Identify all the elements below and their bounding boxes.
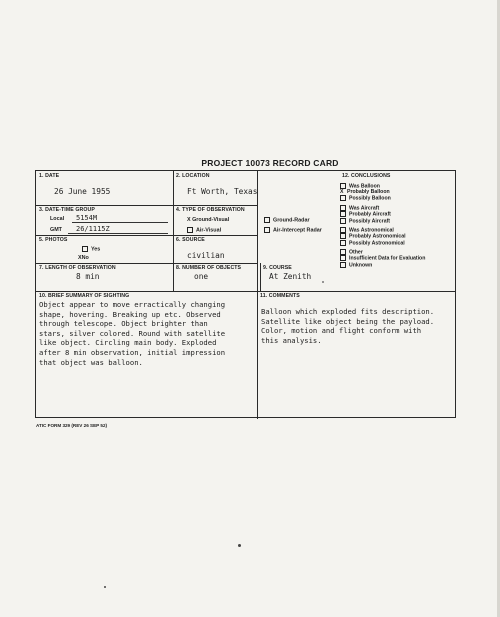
course-value: At Zenith xyxy=(269,272,312,281)
conclusion-probably-balloon: X Probably Balloon xyxy=(340,189,390,196)
scan-speck xyxy=(322,281,324,283)
conclusion-possibly-astronomical: Possibly Astronomical xyxy=(340,240,456,246)
conclusions-list xyxy=(340,183,456,268)
summary-text: Object appear to move erractically changing shape, hovering. Breaking up etc. Observed through telescope. Object brighter than stars, silver colored. Round with satellite like object. Circling main body. Exploded after 8 min observation, initial impression that object was balloon. xyxy=(39,300,226,367)
ground-visual-option xyxy=(187,217,229,223)
conclusion-was-balloon: Was Balloon xyxy=(340,183,456,189)
length-label: 7. LENGTH OF OBSERVATION xyxy=(39,265,116,271)
air-intercept-label: Air-Intercept Radar xyxy=(273,227,322,234)
summary-label: 10. BRIEF SUMMARY OF SIGHTING xyxy=(39,293,130,299)
location-value: Ft Worth, Texas xyxy=(187,187,258,196)
record-card xyxy=(35,170,456,418)
conclusion-possibly-balloon: Possibly Balloon xyxy=(340,195,456,201)
card-title: PROJECT 10073 RECORD CARD xyxy=(201,158,339,168)
air-intercept-option xyxy=(264,227,322,233)
air-visual-option xyxy=(187,227,221,233)
ground-visual-label: Ground-Visual xyxy=(192,217,230,223)
dtg-gmt-line xyxy=(68,233,168,234)
comments-text: Balloon which exploded fits description. Satellite like object being the payload. Color, motion and flight conform with this analysis. xyxy=(261,307,435,345)
ground-visual-mark: X xyxy=(187,217,191,223)
photos-yes-option xyxy=(82,246,100,252)
conclusion-insufficient-data: Insufficient Data for Evaluation xyxy=(340,255,456,261)
num-objects-label: 8. NUMBER OF OBJECTS xyxy=(176,265,242,271)
conclusion-other: Other xyxy=(340,249,456,255)
photos-no-mark: X xyxy=(78,255,82,261)
location-label: 2. LOCATION xyxy=(176,173,210,179)
photos-label: 5. PHOTOS xyxy=(39,237,68,243)
dtg-local-line xyxy=(72,222,168,223)
photos-yes-checkbox xyxy=(82,246,88,252)
conclusion-was-aircraft: Was Aircraft xyxy=(340,205,456,211)
length-value: 8 min xyxy=(76,272,100,281)
dtg-local-value: 5154M xyxy=(76,214,98,222)
scan-speck xyxy=(104,586,106,588)
date-value: 26 June 1955 xyxy=(54,187,111,196)
photos-no-label: No xyxy=(81,255,89,261)
scan-speck xyxy=(238,544,241,547)
conclusion-probably-astronomical: Probably Astronomical xyxy=(340,233,456,239)
comments-label: 11. COMMENTS xyxy=(260,293,300,299)
conclusions-label: 12. CONCLUSIONS xyxy=(342,173,391,179)
ground-radar-label: Ground-Radar xyxy=(273,217,310,224)
conclusion-unknown: Unknown xyxy=(340,262,456,268)
form-number: ATIC FORM 329 (REV 26 SEP 52) xyxy=(36,423,108,428)
type-obs-label: 4. TYPE OF OBSERVATION xyxy=(176,207,245,213)
air-visual-checkbox xyxy=(187,227,193,233)
dtg-label: 3. DATE-TIME GROUP xyxy=(39,207,95,213)
photos-yes-label: Yes xyxy=(91,246,101,253)
date-label: 1. DATE xyxy=(39,173,60,179)
conclusion-checked-mark: X xyxy=(340,189,344,196)
conclusion-was-astronomical: Was Astronomical xyxy=(340,227,456,233)
conclusion-possibly-aircraft: Possibly Aircraft xyxy=(340,218,456,224)
source-value: civilian xyxy=(187,251,225,260)
num-objects-value: one xyxy=(194,272,209,281)
dtg-gmt-value: 26/1115Z xyxy=(76,225,110,233)
photos-no-option xyxy=(78,255,89,261)
course-label: 9. COURSE xyxy=(263,265,292,271)
air-visual-label: Air-Visual xyxy=(196,227,222,234)
ground-radar-option xyxy=(264,217,310,223)
dtg-local-label: Local xyxy=(50,216,65,222)
conclusion-probably-aircraft: Probably Aircraft xyxy=(340,211,456,217)
dtg-gmt-label: GMT xyxy=(50,227,62,233)
air-intercept-checkbox xyxy=(264,227,270,233)
source-label: 6. SOURCE xyxy=(176,237,205,243)
ground-radar-checkbox xyxy=(264,217,270,223)
